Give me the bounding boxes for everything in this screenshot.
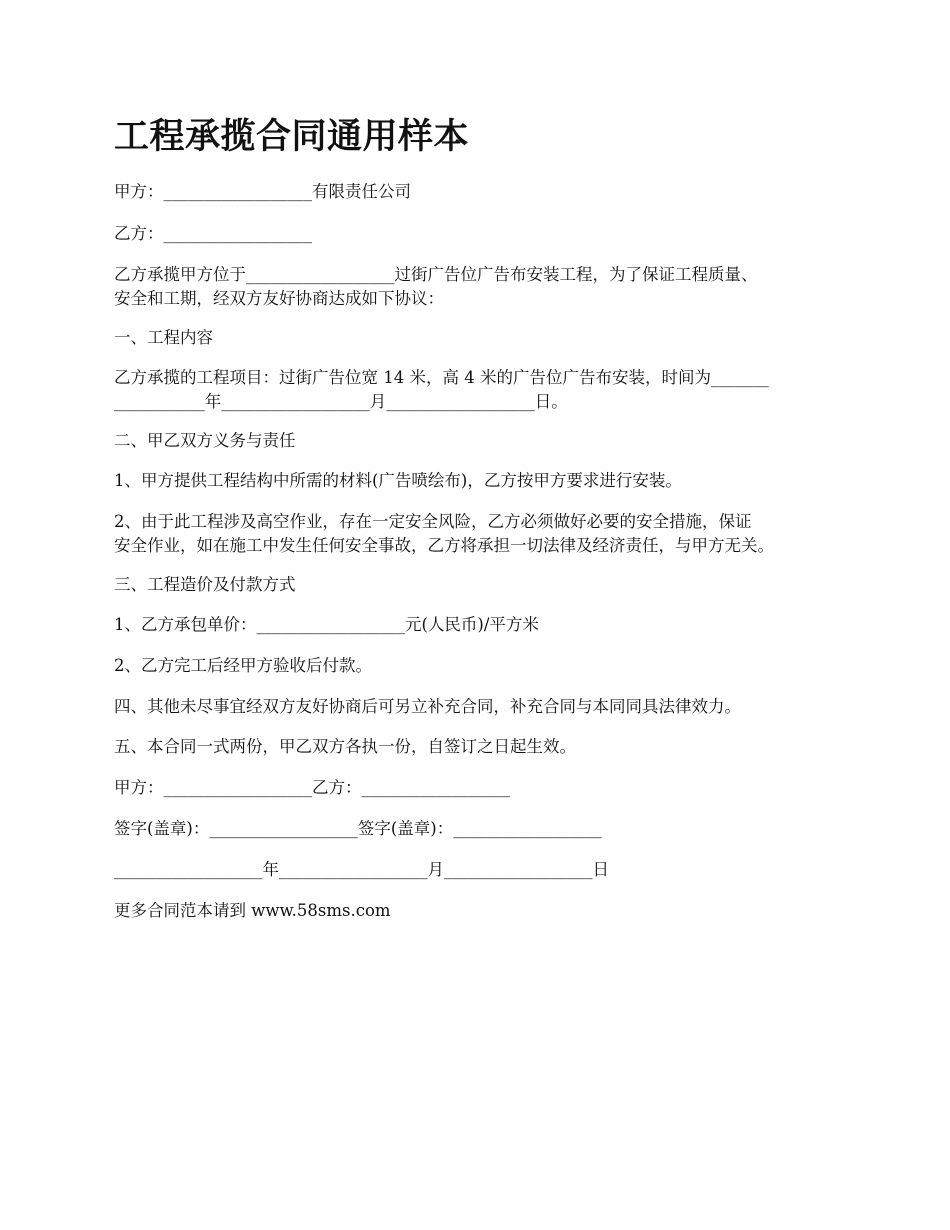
intro-line-1: 乙方承揽甲方位于__________________过街广告位广告布安装工程，为了保证工程质量、: [114, 265, 758, 284]
section2-item2-line-1: 2、由于此工程涉及高空作业，存在一定安全风险，乙方必须做好必要的安全措施，保证: [114, 512, 752, 531]
signature-seal-line: 签字(盖章)：__________________签字(盖章)：__________________: [114, 819, 602, 838]
party-a-line: 甲方：__________________有限责任公司: [114, 182, 411, 201]
section1-line-2: ___________年__________________月__________________日。: [114, 392, 568, 411]
footer-link-text: 更多合同范本请到 www.58sms.com: [114, 901, 391, 920]
section1-paragraph: [114, 366, 854, 414]
section2-heading: 二、甲乙双方义务与责任: [114, 431, 296, 450]
section3-item2: 2、乙方完工后经甲方验收后付款。: [114, 656, 372, 675]
intro-line-2: 安全和工期，经双方友好协商达成如下协议：: [114, 289, 444, 308]
section2-item1: 1、甲方提供工程结构中所需的材料(广告喷绘布)，乙方按甲方要求进行安装。: [114, 471, 682, 490]
section3-heading: 三、工程造价及付款方式: [114, 575, 296, 594]
section1-heading: 一、工程内容: [114, 328, 213, 347]
section2-item2-line-2: 安全作业，如在施工中发生任何安全事故，乙方将承担一切法律及经济责任，与甲方无关。: [114, 536, 774, 555]
section5-text: 五、本合同一式两份，甲乙双方各执一份，自签订之日起生效。: [114, 737, 576, 756]
section4-text: 四、其他未尽事宜经双方友好协商后可另立补充合同，补充合同与本同同具法律效力。: [114, 697, 741, 716]
intro-paragraph: [114, 263, 854, 311]
signing-date-line: __________________年__________________月__________________日: [114, 860, 609, 879]
section3-item1: 1、乙方承包单价：__________________元(人民币)/平方米: [114, 615, 539, 634]
document-title: 工程承揽合同通用样本: [114, 117, 470, 157]
section2-item2: [114, 510, 854, 558]
party-b-line: 乙方：__________________: [114, 224, 312, 243]
section1-line-1: 乙方承揽的工程项目：过街广告位宽 14 米，高 4 米的广告位广告布安装，时间为_______: [114, 368, 769, 387]
signature-parties-line: 甲方：__________________乙方：__________________: [114, 778, 510, 797]
